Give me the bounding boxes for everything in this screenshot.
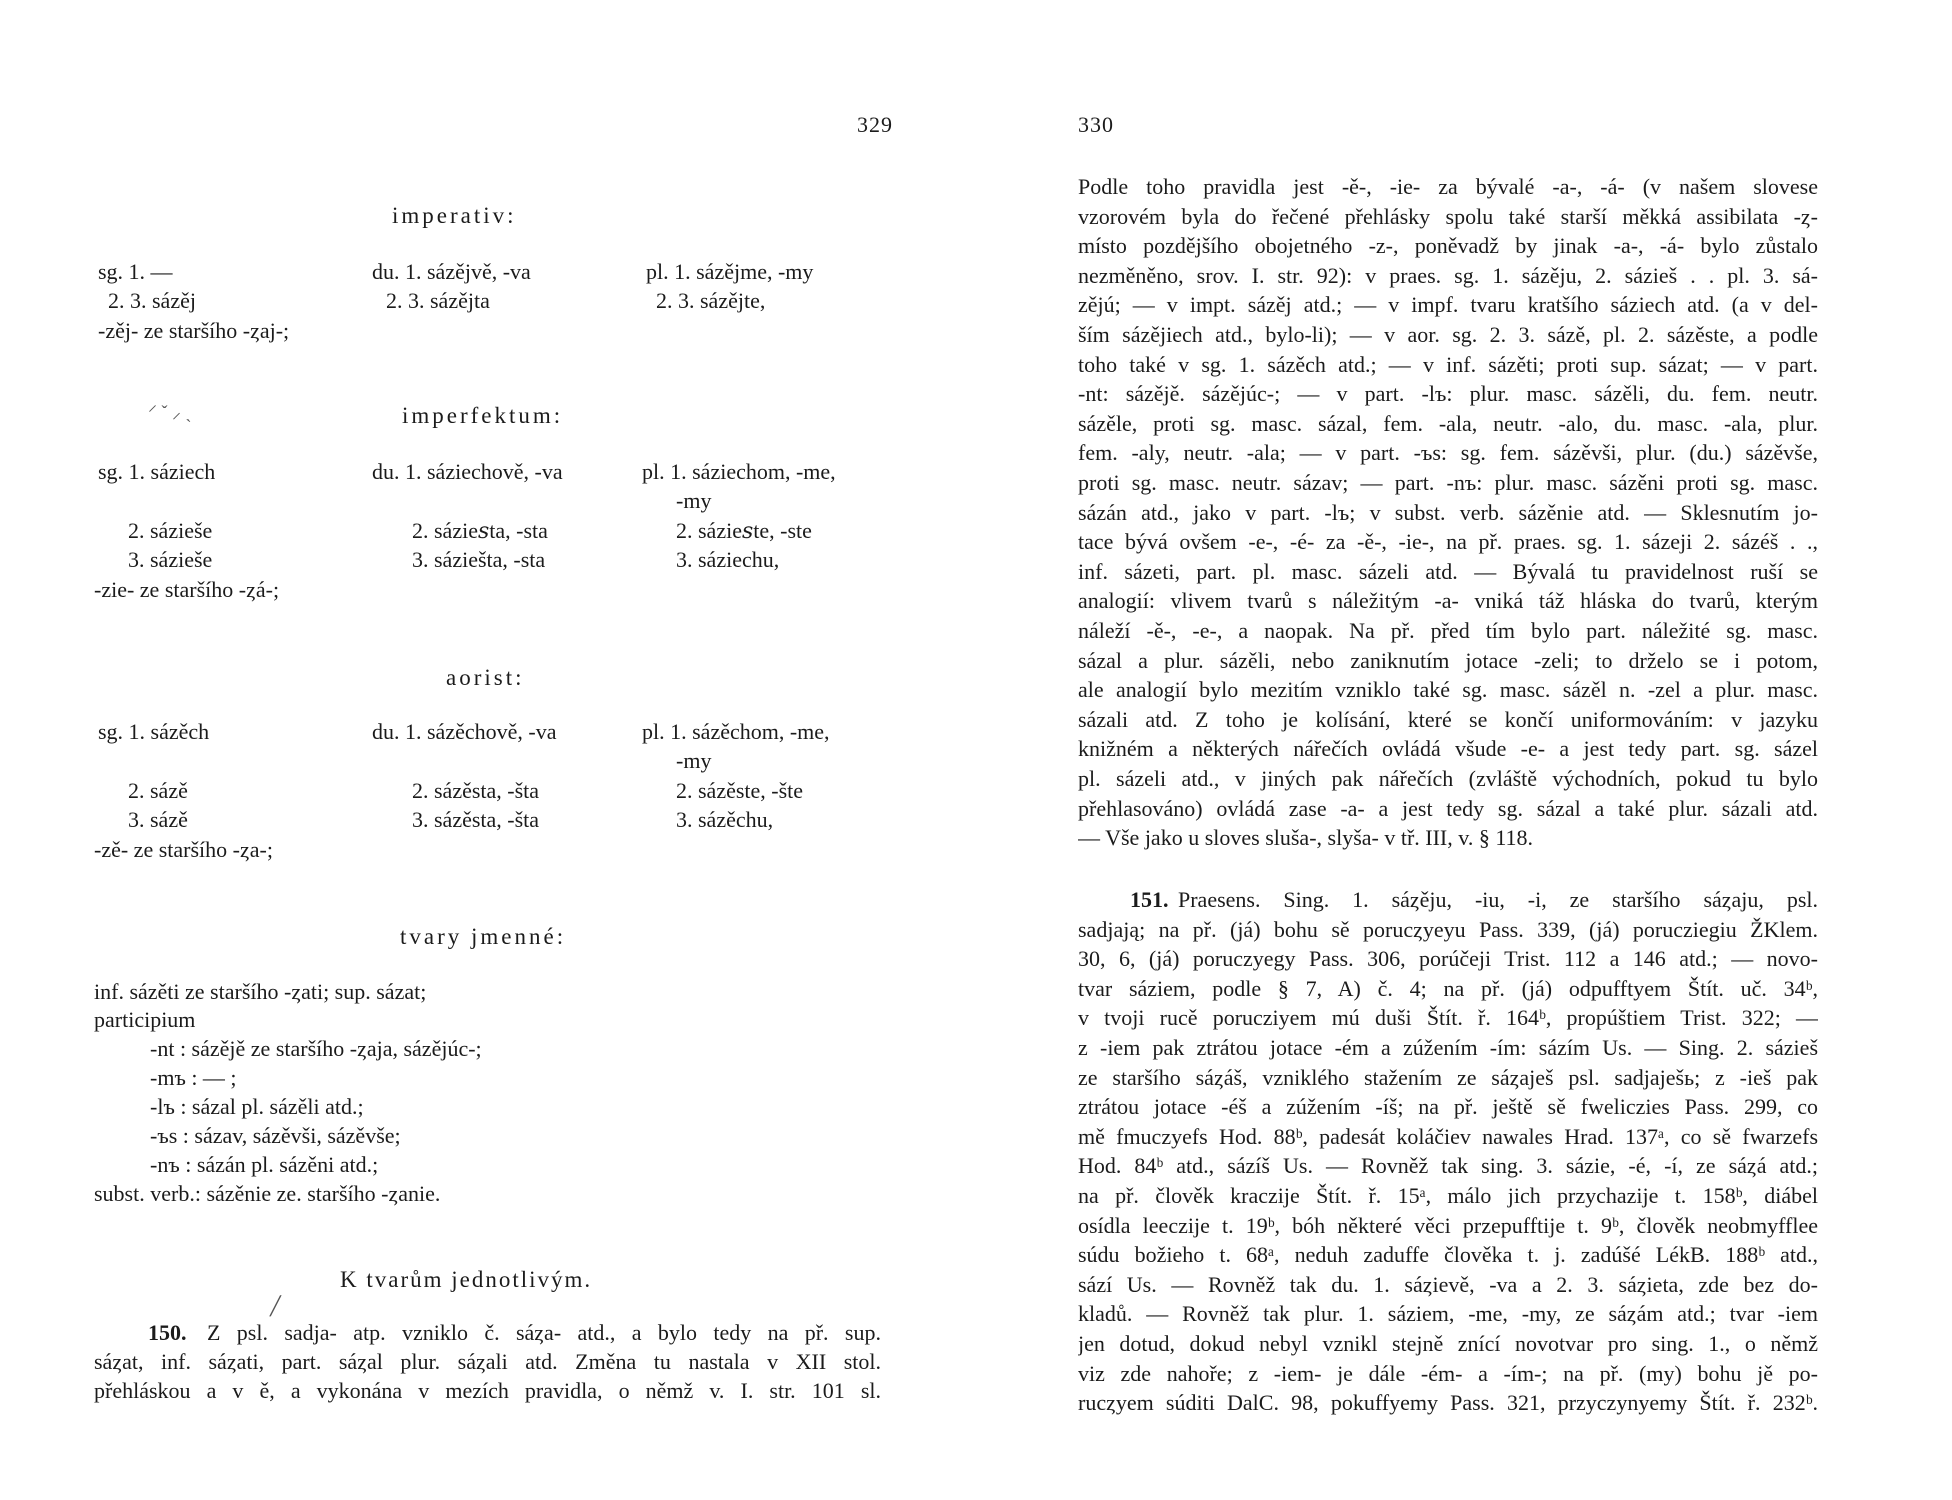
table-cell: 3. sáziešta, -sta	[412, 547, 546, 572]
table-cell: pl. 1. sázějme, -my	[646, 259, 814, 284]
table-cell: du. 1. sázěchově, -va	[372, 719, 557, 744]
table-cell: 2. sázě	[128, 778, 188, 803]
table-cell: 3. sázieše	[128, 547, 213, 572]
paragraph-line: přehláskou a v ě, a vykonána v mezích pravidla, o němž v. I. str. 101 sl.	[94, 1378, 881, 1403]
paragraph-line: knižném a některých nářečích ovládá všude -e- a jest tedy part. sg. sázel	[1078, 736, 1818, 762]
table-cell: 3. sázěchu,	[676, 807, 774, 832]
imperfektum-note: -zie- ze staršího -ȥá-;	[94, 577, 280, 602]
table-cell: 2. sázie𝑠ta, -sta	[412, 518, 548, 543]
paragraph-line: rucȥyem súditi DalC. 98, pokuffyemy Pass. 321, przyczynyemy Štít. ř. 232ᵇ.	[1078, 1390, 1818, 1416]
table-cell: 2. sázěste, -šte	[676, 778, 804, 803]
paragraph-number: 150.	[148, 1320, 187, 1345]
paragraph-line: sázal a plur. sázěli, nebo zaniknutím jotace -zeli; to drželo se i potom,	[1078, 647, 1818, 673]
paragraph-line: 30, 6, (já) poruczyegy Pass. 306, porúčeji Trist. 112 a 146 atd.; — novo-	[1078, 946, 1818, 972]
right-page	[976, 0, 1952, 1500]
table-cell: -my	[676, 488, 712, 513]
pencil-mark: ╱	[270, 1296, 281, 1316]
paragraph-line: osídla leeczije t. 19ᵇ, bóh některé věci przepufftije t. 9ᵇ, člověk neobmyfflee	[1078, 1212, 1818, 1238]
paragraph-line: — Vše jako u sloves sluša-, slyša- v tř. III, v. § 118.	[1078, 825, 1534, 851]
paragraph-line: viz zde nahoře; z -iem- je dále -ém- a -ím-; na př. (my) bohu jě po-	[1078, 1360, 1818, 1386]
table-cell: pl. 1. sáziechom, -me,	[642, 459, 836, 484]
tvary-line: -nt : sázějě ze staršího -ȥaja, sázějúc-;	[150, 1036, 482, 1061]
paragraph-line: sázán atd., jako v part. -lъ; v subst. verb. sázěnie atd. — Sklesnutím jo-	[1078, 499, 1818, 525]
paragraph-line: analogií: vlivem tvarů s náležitým -a- vniká táž hláska do tvarů, kterým	[1078, 588, 1818, 614]
paragraph-line: Hod. 84ᵇ atd., sázíš Us. — Rovněž tak sing. 3. sázie, -é, -í, ze sáȥá atd.;	[1078, 1153, 1818, 1179]
paragraph-line: sází Us. — Rovněž tak du. 1. sáȥievě, -va a 2. 3. sáȥieta, zde bez do-	[1078, 1271, 1818, 1297]
paragraph-line: mě fmuczyefs Hod. 88ᵇ, padesát koláčiev nawales Hrad. 137ᵃ, co sě fwarzefs	[1078, 1123, 1818, 1149]
tvary-line: subst. verb.: sázěnie ze. staršího -ȥanie.	[94, 1181, 441, 1206]
table-cell: 3. sázě	[128, 807, 188, 832]
imperfektum-heading: imperfektum:	[402, 403, 564, 428]
tvary-heading: tvary jmenné:	[400, 924, 567, 949]
paragraph-line: vzorovém byla do řečené přehlásky spolu také starší měkká assibilata -ȥ-	[1078, 203, 1818, 229]
paragraph-line: Podle toho pravidla jest -ě-, -ie- za bývalé -a-, -á- (v našem slovese	[1078, 174, 1818, 199]
aorist-heading: aorist:	[446, 665, 525, 690]
imperativ-note: -zěj- ze staršího -ȥaj-;	[98, 318, 290, 343]
paragraph-line: sázěle, proti sg. masc. sázal, fem. -ala, neutr. -alo, du. masc. -ala, plur.	[1078, 410, 1818, 436]
paragraph-line: ším sázějiech atd., bylo-li); — v aor. sg. 2. 3. sázě, pl. 2. sázěste, a podle	[1078, 322, 1818, 347]
paragraph-line: jen dotud, dokud nebyl vznikl stejně znící novotvar pro sing. 1., o němž	[1078, 1331, 1818, 1356]
table-cell: 3. sázěsta, -šta	[412, 807, 540, 832]
paragraph-line: tvar sáziem, podle § 7, A) č. 4; na př. (já) odpufftyem Štít. uč. 34ᵇ,	[1078, 975, 1818, 1001]
tvary-line: -lъ : sázal pl. sázěli atd.;	[150, 1094, 364, 1119]
paragraph-line: -nt: sázějě. sázějúc-; — v part. -lъ: plur. masc. sázěli, du. fem. neutr.	[1078, 381, 1818, 407]
tvary-line: participium	[94, 1007, 196, 1032]
paragraph-line: zějú; — v impt. sázěj atd.; — v impf. tvaru kratšího sáziech atd. (a v del-	[1078, 292, 1818, 318]
paragraph-line: přehlasováno) ovládá zase -a- a jest tedy sg. sázal a také plur. sázali atd.	[1078, 795, 1818, 821]
paragraph-line: tace bývá ovšem -e-, -é- za -ě-, -ie-, na př. praes. sg. 1. sázeji 2. sázéš . .,	[1078, 529, 1818, 555]
paragraph-line: kladů. — Rovněž tak plur. 1. sáziem, -me, -my, ze sáȥám atd.; tvar -iem	[1078, 1301, 1818, 1327]
tvary-line: -nъ : sázán pl. sázěni atd.;	[150, 1152, 379, 1177]
tvary-line: -mъ : — ;	[150, 1065, 237, 1090]
table-cell: -my	[676, 748, 712, 773]
page-number-left: 329	[857, 112, 893, 137]
tvary-line: inf. sázěti ze staršího -ȥati; sup. sázat;	[94, 979, 427, 1004]
paragraph-line: Z psl. sadja- atp. vzniklo č. sáȥa- atd., a bylo tedy na př. sup.	[207, 1320, 881, 1345]
table-cell: 2. sázěsta, -šta	[412, 778, 540, 803]
paragraph-line: toho také v sg. 1. sázěch atd.; — v inf. sázěti; proti sup. sázat; — v part.	[1078, 351, 1818, 377]
paragraph-line: v tvoji rucě porucziyem mú duši Štít. ř. 164ᵇ, propúštiem Trist. 322; —	[1078, 1005, 1818, 1031]
table-cell: du. 1. sáziechově, -va	[372, 459, 563, 484]
pencil-mark: ⸍ ˇ ⸝ ˏ	[148, 402, 192, 422]
table-cell: 2. 3. sázěj	[108, 288, 196, 313]
table-cell: sg. 1. sázěch	[98, 719, 210, 744]
paragraph-line: sadjają; na př. (já) bohu sě porucȥyeyu Pass. 339, (já) porucziegiu ŽKlem.	[1078, 916, 1818, 942]
imperativ-heading: imperativ:	[392, 203, 517, 228]
paragraph-line: súdu božieho t. 68ᵃ, neduh zaduffe člověka t. j. zadúšé LékB. 188ᵇ atd.,	[1078, 1242, 1818, 1268]
paragraph-line: místo pozdějšího obojetného -z-, poněvadž by jinak -a-, -á- bylo zůstalo	[1078, 233, 1818, 259]
page-number-right: 330	[1078, 112, 1114, 137]
table-cell: pl. 1. sázěchom, -me,	[642, 719, 830, 744]
paragraph-number: 151.	[1130, 887, 1169, 912]
paragraph-line: sáȥat, inf. sáȥati, part. sáȥal plur. sáȥali atd. Změna tu nastala v XII stol.	[94, 1349, 881, 1374]
table-cell: du. 1. sázějvě, -va	[372, 259, 531, 284]
paragraph-line: inf. sázeti, part. pl. masc. sázeli atd. — Bývalá tu pravidelnost ruší se	[1078, 558, 1818, 584]
table-cell: 3. sáziechu,	[676, 547, 780, 572]
aorist-note: -zě- ze staršího -ȥa-;	[94, 837, 273, 862]
table-cell: sg. 1. —	[98, 259, 173, 284]
paragraph-line: proti sg. masc. neutr. sázav; — part. -nъ: plur. masc. sázěni proti sg. masc.	[1078, 470, 1818, 495]
section-heading: K tvarům jednotlivým.	[340, 1267, 593, 1292]
paragraph-line: nezměněno, srov. I. str. 92): v praes. sg. 1. sázěju, 2. sázieš . . pl. 3. sá-	[1078, 262, 1818, 288]
table-cell: 2. sázieše	[128, 518, 213, 543]
paragraph-line: Praesens. Sing. 1. sáȥěju, -iu, -i, ze staršího sáȥaju, psl.	[1178, 887, 1818, 912]
paragraph-line: na př. člověk kraczije Štít. ř. 15ᵃ, málo jich przychazije t. 158ᵇ, diábel	[1078, 1183, 1818, 1208]
table-cell: 2. sázie𝑠te, -ste	[676, 518, 812, 543]
paragraph-line: z -iem pak ztrátou jotace -ém a zúžením -ím: sázím Us. — Sing. 2. sázieš	[1078, 1035, 1818, 1060]
paragraph-line: fem. -aly, neutr. -ala; — v part. -ъs: sg. fem. sázěvši, plur. (du.) sázěvše,	[1078, 440, 1818, 466]
table-cell: sg. 1. sáziech	[98, 459, 216, 484]
paragraph-line: ze staršího sáȥáš, vzniklého stažením ze sáȥaješ psl. sadjaješь; z -ieš pak	[1078, 1064, 1818, 1090]
paragraph-line: ztrátou jotace -éš a zúžením -íš; na př. ještě sě fweliczies Pass. 299, co	[1078, 1094, 1818, 1120]
paragraph-line: náleží -ě-, -e-, a naopak. Na př. před tím bylo part. náležité sg. masc.	[1078, 618, 1818, 643]
table-cell: 2. 3. sázějta	[386, 288, 490, 313]
paragraph-line: sázali atd. Z toho je kolísání, které se končí uniformováním: v jazyku	[1078, 706, 1818, 732]
tvary-line: -ъs : sázav, sázěvši, sázěvše;	[150, 1123, 401, 1148]
paragraph-line: pl. sázeli atd., v jiných pak nářečích (zvláště východních, pokud tu bylo	[1078, 766, 1818, 791]
paragraph-line: ale analogií bylo mezitím vzniklo také sg. masc. sázěl n. -zel a plur. masc.	[1078, 677, 1818, 703]
table-cell: 2. 3. sázějte,	[656, 288, 766, 313]
